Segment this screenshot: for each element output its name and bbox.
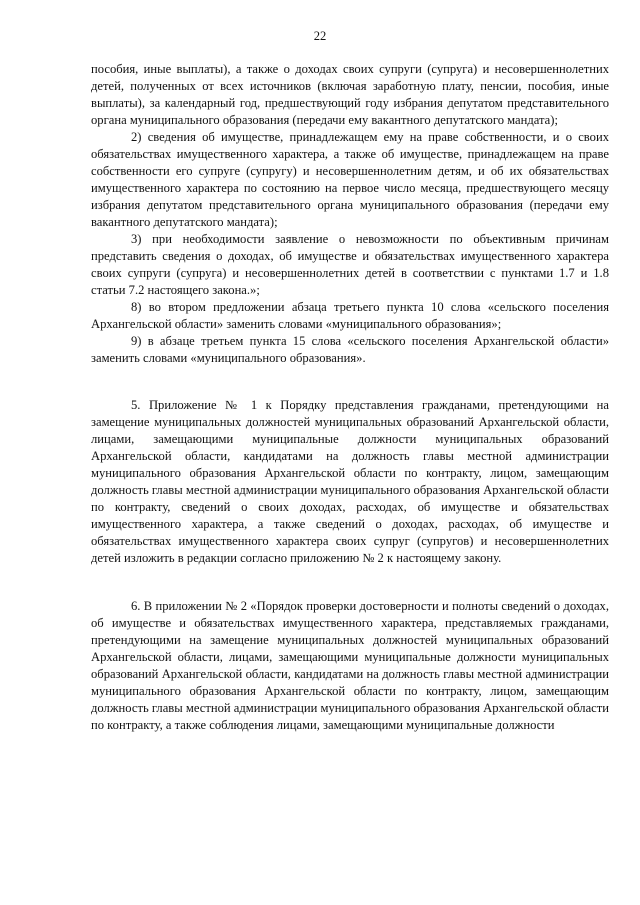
paragraph-section-6: 6. В приложении № 2 «Порядок проверки достоверности и полноты сведений о доходах, об имуществе и обязательствах имущественного характера, представляемых гражданами, претендующими на замещение муниципальных должностей муниципальных образований Архангельской области, лицами, замещающими муниципальные должности муниципальных образований Архангельской области, кандидатами на должность главы местной администрации муниципального образования Архангельской области по контракту, лицом, замещающим должность главы местной администрации муниципального образования Архангельской области по контракту, а также соблюдения лицами, замещающими муниципальные должности (91, 599, 609, 732)
page-number: 22 (313, 29, 327, 43)
paragraph-item-8: 8) во втором предложении абзаца третьего пункта 10 слова «сельского поселения Архангельской области» заменить словами «муниципального образования»; (91, 300, 609, 331)
paragraph-section-5: 5. Приложение № 1 к Порядку представления гражданами, претендующими на замещение муниципальных должностей муниципальных образований Архангельской области, лицами, замещающими муниципальные должности муниципальных образований Архангельской области, кандидатами на должность главы местной администрации муниципального образования Архангельской области по контракту, лицом, замещающим должность главы местной администрации муниципального образования Архангельской области по контракту, сведений о своих доходах, расходах, об имуществе и обязательствах имущественного характера, а также сведений о доходах, расходах, об имуществе и обязательствах имущественного характера своих супруг (супругов) и несовершеннолетних детей изложить в редакции согласно приложению № 2 к настоящему закону. (91, 398, 609, 565)
document-body (91, 61, 609, 734)
paragraph-item-9: 9) в абзаце третьем пункта 15 слова «сельского поселения Архангельской области» заменить словами «муниципального образования». (91, 334, 609, 365)
paragraph-item-2: 2) сведения об имуществе, принадлежащем ему на праве собственности, и о своих обязательствах имущественного характера, а также об имуществе, принадлежащем на праве собственности его супруге (супругу) и несовершеннолетним детям, и об их обязательствах имущественного характера по состоянию на первое число месяца, предшествующего месяцу избрания депутатом представительного органа муниципального образования (передачи ему вакантного депутатского мандата); (91, 130, 609, 229)
paragraph-item-3: 3) при необходимости заявление о невозможности по объективным причинам представить сведения о доходах, об имуществе и обязательствах имущественного характера своих супруги (супруга) и несовершеннолетних детей в соответствии с пунктами 1.7 и 1.8 статьи 7.2 настоящего закона.»; (91, 232, 609, 297)
paragraph-continuation: пособия, иные выплаты), а также о доходах своих супруги (супруга) и несовершеннолетних детей, полученных от всех источников (включая заработную плату, пенсии, пособия, иные выплаты), за календарный год, предшествующий году избрания депутатом представительного органа муниципального образования (передачи ему вакантного депутатского мандата); (91, 62, 609, 127)
